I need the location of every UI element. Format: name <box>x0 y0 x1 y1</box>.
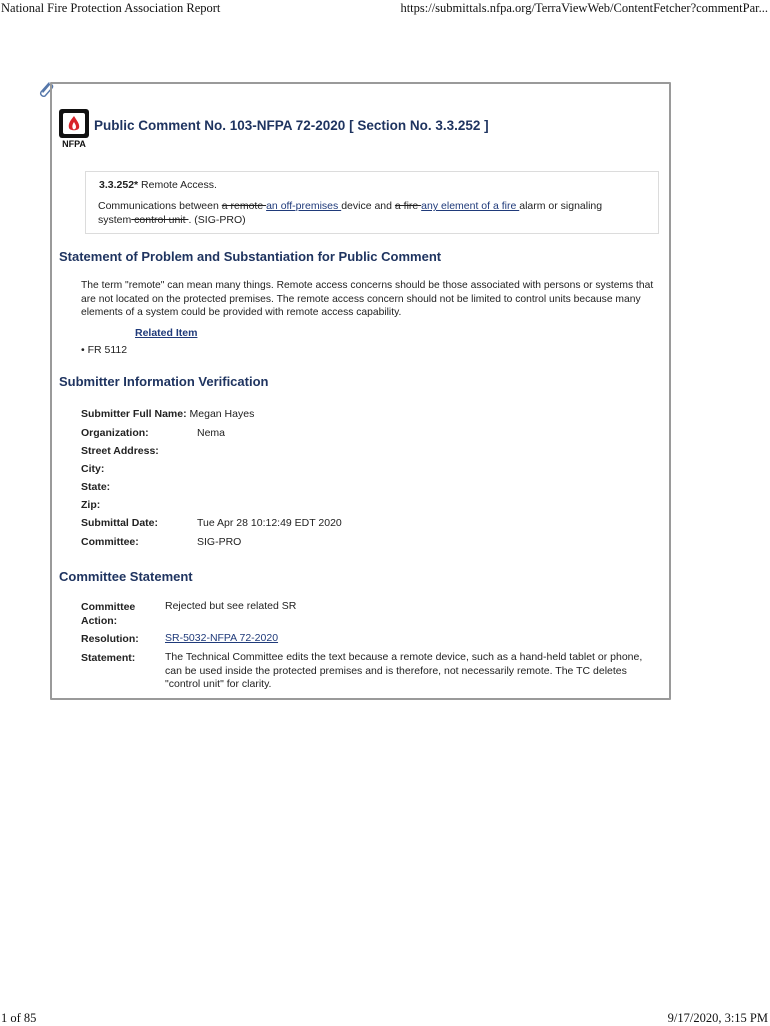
deleted-text-2: a fire <box>394 200 422 212</box>
field-committee-value: SIG-PRO <box>197 536 242 548</box>
field-value: Megan Hayes <box>189 408 255 420</box>
section-text-2: device and <box>341 200 395 212</box>
problem-body: The term "remote" can mean many things. Remote access concerns should be those associated with persons or systems that are not located on the protected premises. The remote access concern should not be limited to control units because many elements of a system could be provided with remote access capability. <box>81 280 654 319</box>
page-count: 1 of 85 <box>1 1011 37 1025</box>
print-timestamp: 9/17/2020, 3:15 PM <box>667 1011 768 1025</box>
resolution-label: Resolution: <box>81 633 139 645</box>
page-title: Public Comment No. 103-NFPA 72-2020 [ Section No. 3.3.252 ] <box>94 118 489 133</box>
resolution-value <box>165 632 655 646</box>
field-city: City: <box>81 463 105 475</box>
field-submittal-date: Submittal Date: <box>81 517 159 529</box>
field-label: Organization: <box>81 427 149 439</box>
problem-heading: Statement of Problem and Substantiation for Public Comment <box>59 249 442 264</box>
inserted-text-2: any element of a fire <box>421 200 520 212</box>
field-organization-value: Nema <box>197 427 226 439</box>
field-street-address: Street Address: <box>81 445 159 457</box>
related-item-link[interactable]: Related Item <box>135 327 198 339</box>
section-heading <box>99 179 217 191</box>
section-text-4: . (SIG-PRO) <box>188 214 246 226</box>
field-zip: Zip: <box>81 499 101 511</box>
committee-action-label-1: Committee <box>81 601 136 613</box>
submitter-heading: Submitter Information Verification <box>59 374 269 389</box>
section-heading-text: Remote Access. <box>141 179 217 191</box>
deleted-text-3: control unit <box>131 214 189 226</box>
print-header-url: https://submittals.nfpa.org/TerraViewWeb/ContentFetcher?commentPar... <box>400 1 768 15</box>
statement-label: Statement: <box>81 652 136 664</box>
field-submittal-date-value: Tue Apr 28 10:12:49 EDT 2020 <box>197 517 342 529</box>
section-number: 3.3.252* <box>99 179 139 191</box>
field-committee: Committee: <box>81 536 139 548</box>
related-item: • FR 5112 <box>81 344 128 356</box>
section-text-1: Communications between <box>98 200 222 212</box>
inserted-text-1: an off-premises <box>266 200 342 212</box>
deleted-text-1: a remote <box>221 200 267 212</box>
section-text-3: alarm or signaling system <box>98 200 603 226</box>
nfpa-logo-icon <box>57 108 91 148</box>
resolution-link[interactable]: SR-5032-NFPA 72-2020 <box>165 632 279 644</box>
section-body <box>98 199 638 227</box>
field-state: State: <box>81 481 111 493</box>
field-organization <box>81 427 149 439</box>
logo-text: NFPA <box>62 139 86 148</box>
committee-action-label-2: Action: <box>81 615 118 627</box>
committee-heading: Committee Statement <box>59 569 193 584</box>
field-full-name <box>81 408 254 420</box>
statement-value: The Technical Committee edits the text because a remote device, such as a hand-held tablet or phone, can be used inside the protected premises and is therefore, not necessarily remote. The TC deletes "control unit" for clarity. <box>165 651 643 691</box>
committee-action-value: Rejected but see related SR <box>165 600 297 612</box>
print-header-title: National Fire Protection Association Report <box>1 1 221 15</box>
field-label: Submitter Full Name: <box>81 408 187 420</box>
